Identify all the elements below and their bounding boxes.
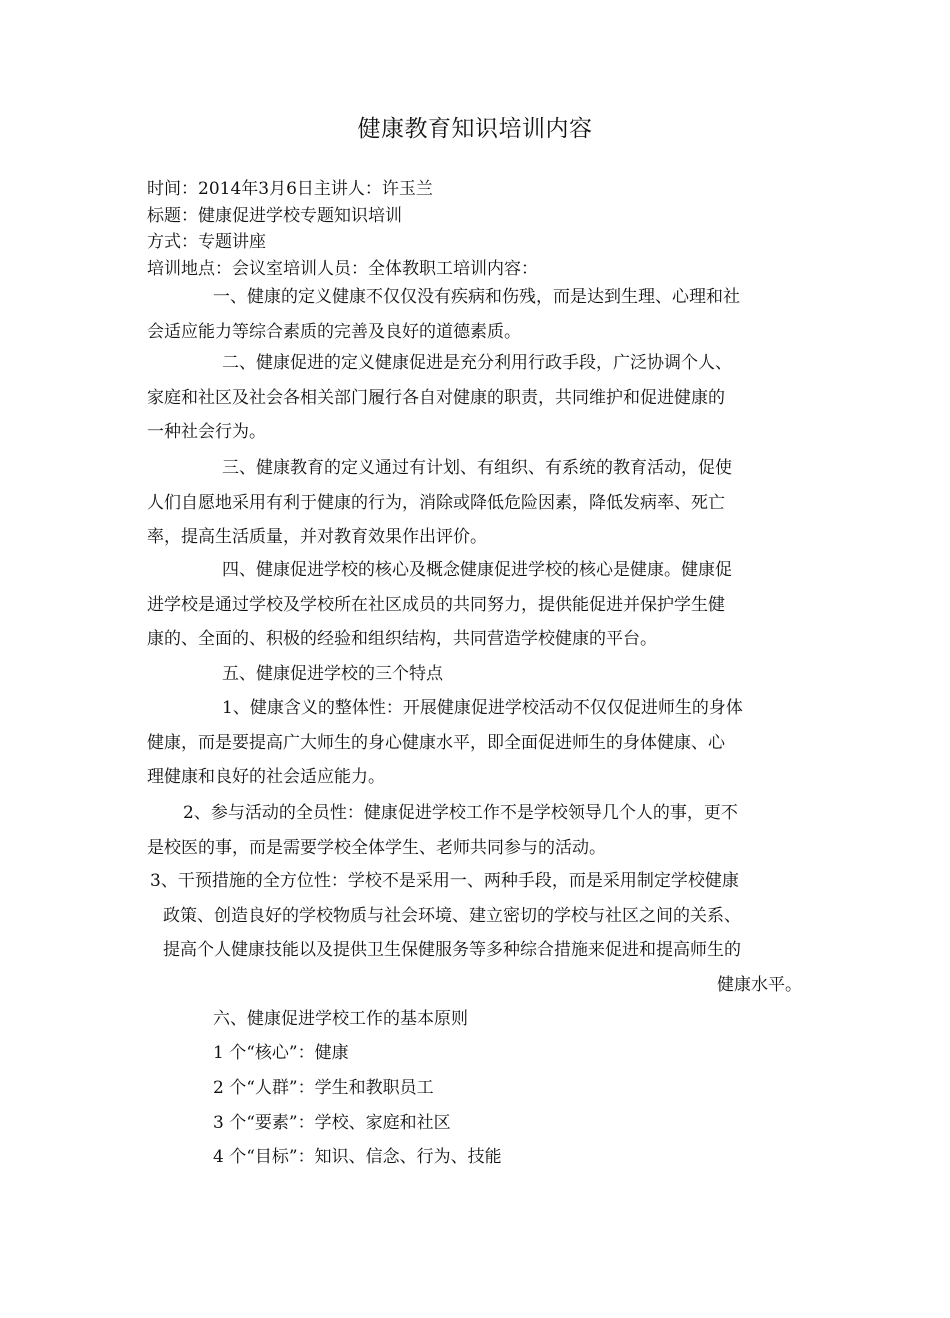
section-health-promoting-school-core <box>147 553 807 657</box>
paragraph-line: 家庭和社区及社会各相关部门履行各自对健康的职责，共同维护和促进健康的 <box>147 387 725 408</box>
meta-location-attendees: 培训地点：会议室培训人员：全体教职工培训内容： <box>147 258 538 279</box>
section-five-heading: 五、健康促进学校的三个特点 <box>222 664 443 684</box>
paragraph-line: 健康，而是要提高广大师生的身心健康水平，即全面促进师生的身体健康、心 <box>147 732 725 753</box>
principles-list <box>213 1036 502 1175</box>
section-health-definition <box>147 280 807 349</box>
feature-1-holistic <box>147 691 807 795</box>
feature-3-intervention <box>150 864 802 1002</box>
paragraph-line: 二、健康促进的定义健康促进是充分利用行政手段，广泛协调个人、 <box>222 353 732 373</box>
meta-format: 方式：专题讲座 <box>147 232 266 252</box>
list-item: 2 个“人群”：学生和教职员工 <box>213 1077 434 1098</box>
paragraph-line: 提高个人健康技能以及提供卫生保健服务等多种综合措施来促进和提高师生的 <box>163 940 741 960</box>
meta-time-speaker: 时间：2014年3月6日主讲人：许玉兰 <box>147 179 433 199</box>
section-health-promotion-definition <box>147 346 807 450</box>
paragraph-line: 3、干预措施的全方位性：学校不是采用一、两种手段，而是采用制定学校健康 <box>150 871 739 891</box>
section-health-education-definition <box>147 451 807 555</box>
paragraph-line: 三、健康教育的定义通过有计划、有组织、有系统的教育活动，促使 <box>222 458 732 478</box>
meta-topic: 标题：健康促进学校专题知识培训 <box>147 205 402 226</box>
list-item: 1 个“核心”：健康 <box>213 1043 349 1063</box>
paragraph-line: 理健康和良好的社会适应能力。 <box>147 767 385 787</box>
paragraph-line: 会适应能力等综合素质的完善及良好的道德素质。 <box>147 321 521 342</box>
paragraph-line: 健康水平。 <box>717 974 802 995</box>
section-six-heading: 六、健康促进学校工作的基本原则 <box>213 1009 468 1029</box>
paragraph-line: 一种社会行为。 <box>147 422 266 442</box>
list-item: 4 个“目标”：知识、信念、行为、技能 <box>213 1147 502 1168</box>
paragraph-line: 一、健康的定义健康不仅仅没有疾病和伤残，而是达到生理、心理和社 <box>213 287 740 307</box>
paragraph-line: 2、参与活动的全员性：健康促进学校工作不是学校领导几个人的事，更不 <box>183 803 738 823</box>
paragraph-line: 康的、全面的、积极的经验和组织结构，共同营造学校健康的平台。 <box>147 629 657 649</box>
feature-2-participation <box>147 796 807 865</box>
paragraph-line: 1、健康含义的整体性：开展健康促进学校活动不仅仅促进师生的身体 <box>222 698 743 718</box>
paragraph-line: 是校医的事，而是需要学校全体学生、老师共同参与的活动。 <box>147 837 606 858</box>
paragraph-line: 政策、创造良好的学校物质与社会环境、建立密切的学校与社区之间的关系、 <box>163 905 741 926</box>
meta-block <box>147 176 807 282</box>
paragraph-line: 四、健康促进学校的核心及概念健康促进学校的核心是健康。健康促 <box>222 560 732 580</box>
paragraph-line: 进学校是通过学校及学校所在社区成员的共同努力，提供能促进并保护学生健 <box>147 594 725 615</box>
paragraph-line: 人们自愿地采用有利于健康的行为，消除或降低危险因素，降低发病率、死亡 <box>147 492 725 513</box>
paragraph-line: 率，提高生活质量，并对教育效果作出评价。 <box>147 527 487 547</box>
document-title: 健康教育知识培训内容 <box>357 116 593 142</box>
list-item: 3 个“要素”：学校、家庭和社区 <box>213 1112 451 1133</box>
